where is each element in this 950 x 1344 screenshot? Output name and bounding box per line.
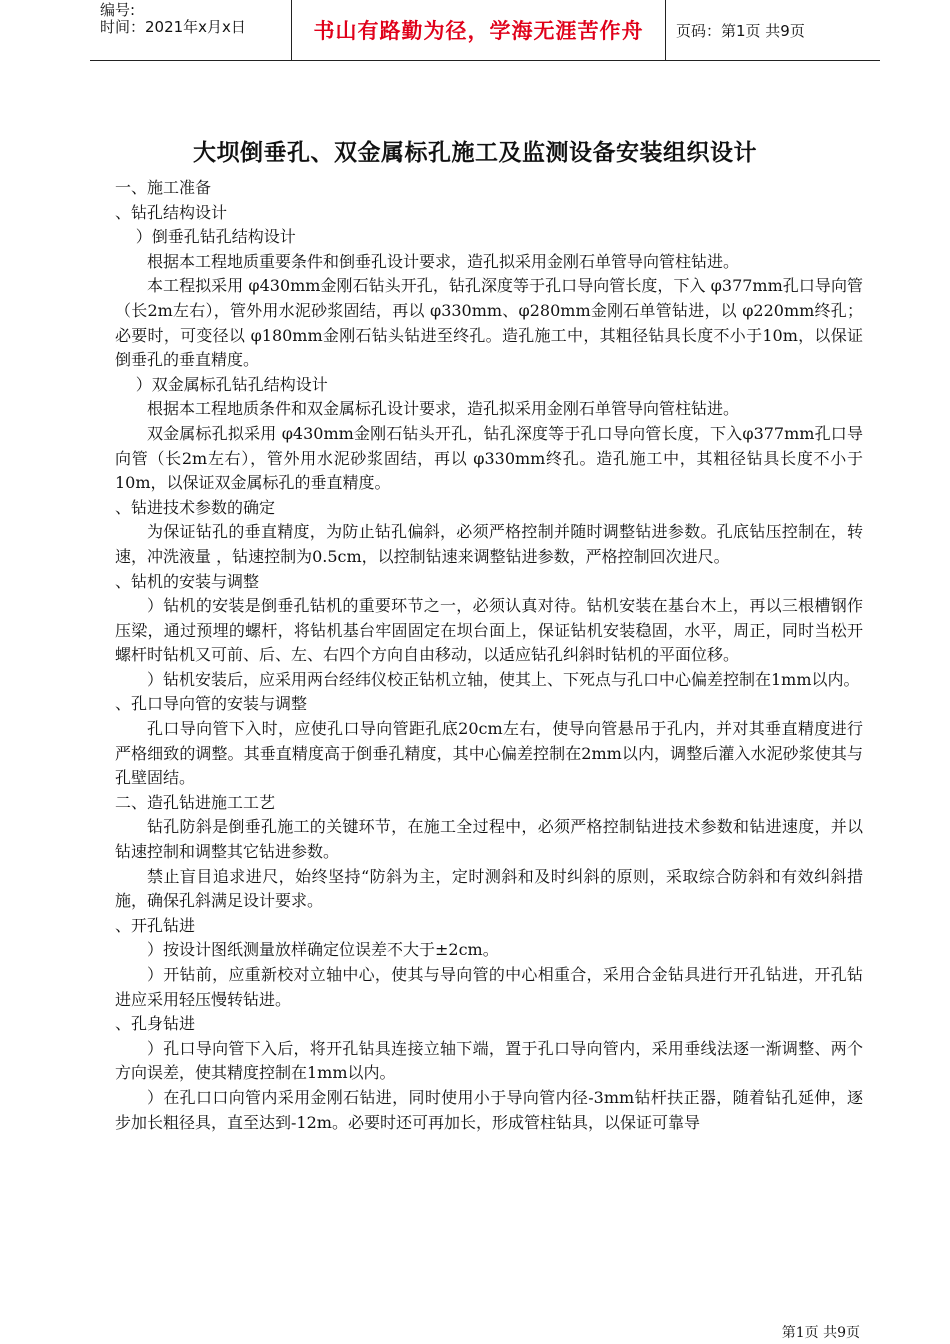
subheading: ）双金属标孔钻孔结构设计	[135, 374, 328, 394]
header-number-label: 编号:	[100, 1, 136, 19]
subheading: 、钻进技术参数的确定	[115, 497, 276, 517]
paragraph: 钻孔防斜是倒垂孔施工的关键环节，在施工全过程中，必须严格控制钻进技术参数和钻进速度，并以钻速控制和调整其它钻进参数。	[115, 817, 863, 862]
page-header	[90, 0, 880, 61]
paragraph: ）孔口导向管下入后，将开孔钻具连接立轴下端，置于孔口导向管内，采用垂线法逐一渐调整、两个方向误差，使其精度控制在1mm以内。	[115, 1038, 863, 1083]
paragraph: ）在孔口口向管内采用金刚石钻进，同时使用小于导向管内径-3mm钻杆扶正器，随着钻孔延伸，逐步加长粗径具，直至达到-12m。必要时还可再加长，形成管柱钻具，以保证可靠导	[115, 1087, 863, 1132]
paragraph: 根据本工程地质重要条件和倒垂孔设计要求，造孔拟采用金刚石单管导向管柱钻进。	[147, 251, 740, 271]
subheading: 、钻孔结构设计	[115, 202, 228, 222]
document-title: 大坝倒垂孔、双金属标孔施工及监测设备安装组织设计	[193, 140, 757, 166]
page-footer: 第1页 共9页	[781, 1325, 860, 1341]
heading: 一、施工准备	[115, 178, 212, 197]
paragraph: 本工程拟采用 φ430mm金刚石钻头开孔，钻孔深度等于孔口导向管长度，下入 φ377mm孔口导向管（长2m左右），管外用水泥砂浆固结，再以 φ330mm、φ280mm金刚石单管钻进，以 φ220mm终孔；必要时，可变径以 φ180mm金刚石钻头钻进至终孔。造孔施工中，其粗径钻具长度不小于10m，以保证倒垂孔的垂直精度。	[115, 276, 863, 370]
paragraph: ）按设计图纸测量放样确定位误差不大于±2cm。	[147, 940, 499, 960]
paragraph: ）钻机安装后，应采用两台经纬仪校正钻机立轴，使其上、下死点与孔口中心偏差控制在1mm以内。	[147, 669, 860, 689]
paragraph: 根据本工程地质条件和双金属标孔设计要求，造孔拟采用金刚石单管导向管柱钻进。	[147, 399, 740, 419]
header-time-label: 时间：2021年x月x日	[100, 18, 246, 36]
header-page-info: 页码：第1页 共9页	[676, 21, 805, 40]
heading: 二、造孔钻进施工工艺	[115, 792, 276, 812]
document-body	[115, 176, 863, 1135]
paragraph: 孔口导向管下入时，应使孔口导向管距孔底20cm左右，使导向管悬吊于孔内，并对其垂直精度进行严格细致的调整。其垂直精度高于倒垂孔精度，其中心偏差控制在2mm以内，调整后灌入水泥砂浆使其与孔壁固结。	[115, 719, 863, 788]
header-meta	[90, 0, 292, 60]
subheading: 、孔口导向管的安装与调整	[115, 694, 308, 714]
subheading: 、开孔钻进	[115, 915, 196, 935]
paragraph: 双金属标孔拟采用 φ430mm金刚石钻头开孔，钻孔深度等于孔口导向管长度，下入φ377mm孔口导向管（长2m左右），管外用水泥砂浆固结，再以 φ330mm终孔。造孔施工中，其粗径钻具长度不小于10m，以保证双金属标孔的垂直精度。	[115, 423, 863, 493]
paragraph: ）钻机的安装是倒垂孔钻机的重要环节之一，必须认真对待。钻机安装在基台木上，再以三根槽钢作压梁，通过预埋的螺杆，将钻机基台牢固固定在坝台面上，保证钻机安装稳固，水平，周正，同时当松开螺杆时钻机又可前、后、左、右四个方向自由移动，以适应钻孔纠斜时钻机的平面位移。	[115, 596, 863, 665]
header-motto: 书山有路勤为径，学海无涯苦作舟	[292, 0, 666, 60]
subheading: ）倒垂孔钻孔结构设计	[135, 227, 296, 247]
subheading: 、孔身钻进	[115, 1014, 196, 1034]
paragraph: 禁止盲目追求进尺，始终坚持“防斜为主，定时测斜和及时纠斜的原则，采取综合防斜和有效纠斜措施，确保孔斜满足设计要求。	[115, 866, 863, 911]
paragraph: 为保证钻孔的垂直精度，为防止钻孔偏斜，必须严格控制并随时调整钻进参数。孔底钻压控制在，转速，冲洗液量 ，钻速控制为0.5cm，以控制钻速来调整钻进参数，严格控制回次进尺。	[115, 522, 863, 566]
paragraph: ）开钻前，应重新校对立轴中心，使其与导向管的中心相重合，采用合金钻具进行开孔钻进，开孔钻进应采用轻压慢转钻进。	[115, 965, 863, 1009]
subheading: 、钻机的安装与调整	[115, 571, 260, 591]
